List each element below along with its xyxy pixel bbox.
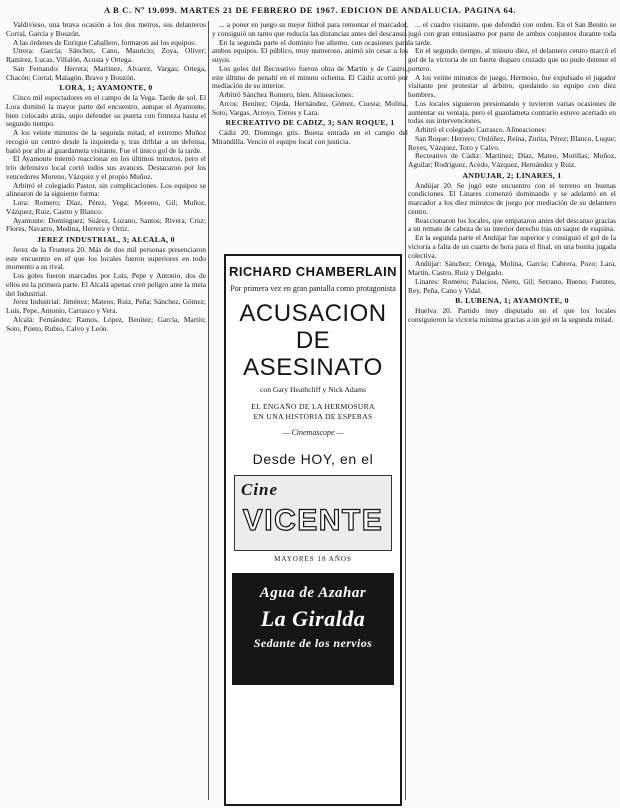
ad-date-text: Desde HOY, en el xyxy=(252,451,374,467)
paragraph: A los veinte minutos de la segunda mitad, el extremo Muñoz recogió un centro desde la izquierda y, tras driblar a un defensa, batió por alto al guardameta visitante. Fue el único gol de la tarde. xyxy=(6,128,206,155)
promo-line-1: Agua de Azahar xyxy=(259,585,367,601)
column-3 xyxy=(408,21,616,802)
ad-tagline-1: EL ENGAÑO DE LA HERMOSURA xyxy=(251,402,375,411)
paragraph: A las órdenes de Enrique Caballero, formaron así los equipos: xyxy=(13,37,197,47)
paragraph: Huelva 20. Partido muy disputado en el que los locales consiguieron la victoria mínima gracias a un gol en la segunda mitad. xyxy=(408,306,616,324)
paragraph: Los goles fueron marcados por Luis, Pepe y Antonio, dos de ellos en la primera parte. El Alcalá apenas creó peligro ante la meta del Industrial. xyxy=(6,271,206,298)
promo-line-2: La Giralda xyxy=(260,606,366,631)
paragraph: Valdivieso, una brava ocasión a los dos metros, sus delanteros Corral, Garcia y Bouzón. xyxy=(6,21,206,38)
ad-star-name: RICHARD CHAMBERLAIN xyxy=(229,264,397,279)
paragraph: Los goles del Recreativo fueron obra de Martín y de Castro, este último de penalti en el minuto ochenta. El Cádiz acortó por mediación de su interior. xyxy=(212,63,408,91)
ad-title-line-1: ACUSACION xyxy=(239,300,387,327)
cinema-logo xyxy=(234,475,392,551)
paragraph: En la segunda parte el dominio fue alterno, con ocasiones para ambos equipos. El público, muy numeroso, animó sin cesar a los suyos. xyxy=(212,37,408,64)
section-heading: JEREZ INDUSTRIAL, 3; ALCALA, 0 xyxy=(37,235,175,244)
promo-block xyxy=(232,573,394,685)
section-heading: B. LUBENA, 1; AYAMONTE, 0 xyxy=(455,296,569,306)
paragraph: Linares: Romero; Palacios, Nieto, Gil; Serrano, Bueno; Fuentes, Rey, Peña, Cano y Vidal. xyxy=(408,276,616,295)
section-heading: LORA, 1; AYAMONTE, 0 xyxy=(59,83,153,93)
cinema-age-note: MAYORES 18 AÑOS xyxy=(274,555,352,563)
paragraph: Cádiz 20. Domingo gris. Buena entrada en el campo del Mirandilla. Venció el equipo local con justicia. xyxy=(212,128,408,146)
ad-tagline-2: EN UNA HISTORIA DE ESPERAS xyxy=(253,412,373,421)
paragraph: Alcalá: Fernández; Ramos, López, Benítez; García, Martín; Soto, Prieto, Rubio, Calvo y León. xyxy=(6,314,206,333)
column-1 xyxy=(6,21,206,802)
film-advertisement xyxy=(224,254,402,806)
paragraph: En la segunda parte el Andújar fue superior y consiguió el gol de la victoria a falta de un cuarto de hora para el final, en una bonita jugada colectiva. xyxy=(408,233,616,260)
ad-format: — Cinemascope — xyxy=(282,428,344,437)
paragraph: Cinco mil espectadores en el campo de la Vega. Tarde de sol. El Lora dominó la mayor parte del encuentro, aunque el Ayamonte, bien colocado atrás, supo defender su puerta con firmeza hasta el segundo tiempo. xyxy=(6,93,206,129)
paragraph: Recreativo de Cádiz: Martínez; Díaz, Mateo, Morillas; Muñoz, Aguilar; Rodríguez, Acedo, Vázquez, Hernández y Ruiz. xyxy=(408,151,616,169)
paragraph: Arbitró Sánchez Romero, bien. Alineaciones: xyxy=(219,90,354,99)
column-2 xyxy=(212,21,408,248)
paragraph: Arbitró el colegiado Pastor, sin complicaciones. Los equipos se alinearon de la siguiente forma: xyxy=(6,180,206,199)
paragraph: Reaccionaron los locales, que empataron antes del descanso gracias a un remate de cabeza de su interior derecho tras un saque de esquina. xyxy=(408,215,616,234)
promo-line-3: Sedante de los nervios xyxy=(253,636,373,650)
paragraph: Utrera: García; Sánchez, Cano, Mauricio; Zoya, Oliver; Ramírez, Lucas, Villalón, Acosta y Ortega. xyxy=(6,46,206,64)
paragraph: Arcos: Benítez; Ojeda, Hernández, Gómez, Cuesta; Molina, Soto; Vargas, Arroyo, Torres y Lara. xyxy=(212,98,408,117)
paragraph: A los veinte minutos de juego, Hermoso, fue expulsado el jugador visitante por protestar al árbitro, quedando su equipo con diez hombres. xyxy=(408,72,616,99)
paragraph: ... el cuadro visitante, que defendió con orden. En el San Benito se jugó con gran entusiasmo por parte de ambos conjuntos durante toda la tarde. xyxy=(408,21,616,47)
ad-cast: con Gary Heathcliff y Nick Adams xyxy=(260,385,366,394)
section-heading: RECREATIVO DE CADIZ, 3; SAN ROQUE, 1 xyxy=(225,118,395,128)
paragraph: ... a poner en juego su mejor fútbol para remontar el marcador, y consiguió un tanto que reducía las distancias antes del descanso. xyxy=(212,21,408,38)
paragraph: San Roque: Herrero; Ordóñez, Reina, Zurita, Pérez; Blanco, Luque; Reyes, Vázquez, Toro y Calvo. xyxy=(408,133,616,152)
paragraph: Lora: Romero; Díaz, Pérez, Vega; Moreno, Gil; Muñoz, Vázquez, Ruiz, Castro y Blanco. xyxy=(6,198,206,216)
cinema-name: VICENTE xyxy=(242,504,384,537)
ad-title-line-2: DE ASESINATO xyxy=(243,327,383,381)
paragraph: Jerez de la Frontera 20. Más de dos mil personas presenciaron este encuentro en el que los locales fueron superiores en todo momento a su rival. xyxy=(6,244,206,272)
section-heading: ANDUJAR, 2; LINARES, 1 xyxy=(462,170,562,180)
cinema-word: Cine xyxy=(241,480,279,499)
ad-intro: Por primera vez en gran pantalla como protagonista xyxy=(230,284,396,293)
paragraph: En el segundo tiempo, al minuto diez, el delantero centro marcó el gol de la victoria de un fuerte disparo cruzado que no pudo detener el portero. xyxy=(408,46,616,73)
paragraph: Andújar 20. Se jugó este encuentro con el terreno en buenas condiciones. El Linares comenzó dominando y se adelantó en el marcador a los diez minutos de juego por mediación de su delantero centro. xyxy=(408,180,616,216)
page-header: A B C. Nº 19.099. MARTES 21 DE FEBRERO DE 1967. EDICION DE ANDALUCIA. PAGINA 64. xyxy=(103,5,517,15)
paragraph: Jerez Industrial: Jiménez; Mateos, Ruiz, Peña; Sánchez, Gómez; Luis, Pepe, Antonio, Carrasco y Vera. xyxy=(6,297,206,315)
paragraph: Los locales siguieron presionando y tuvieron varias ocasiones de aumentar su ventaja, pero el guardameta contrario estuvo acertado en todas sus intervenciones. xyxy=(408,98,616,126)
column-divider-1 xyxy=(208,21,209,800)
paragraph: Andújar: Sánchez; Ortega, Molina, García; Cabrera, Pozo; Lara, Martín, Castro, Ruiz y Delgado. xyxy=(408,259,616,277)
paragraph: Ayamonte: Domínguez; Suárez, Lozano, Santos; Rivera, Cruz; Flores, Navarro, Medina, Herrera y Ortiz. xyxy=(6,215,206,234)
paragraph: El Ayamonte intentó reaccionar en los últimos minutos, pero el trío defensivo local cortó todos sus avances. Destacaron por los vencedores Moreno, Vázquez y el propio Muñoz. xyxy=(6,154,206,181)
paragraph: Arbitró el colegiado Carrasco. Alineaciones: xyxy=(415,125,547,134)
paragraph: San Fernando: Herrera; Martínez, Alvarez, Vargas; Ortega, Chacón; Corral, Malagón, Bravo y Bouzón. xyxy=(6,63,206,82)
